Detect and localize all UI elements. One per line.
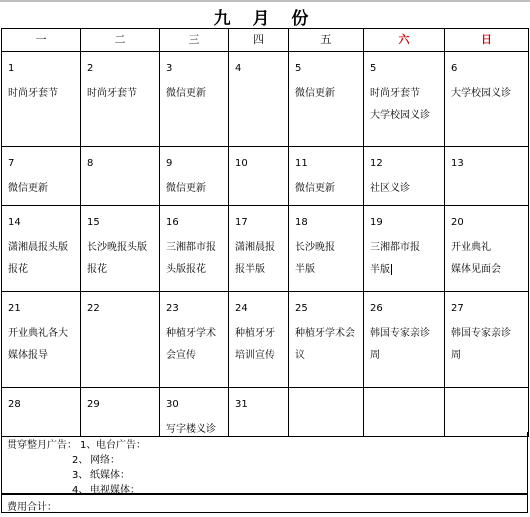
text-cursor	[391, 264, 392, 275]
event-text: 大学校园义诊	[370, 110, 430, 121]
day-number: 17	[235, 217, 248, 228]
day-number: 5	[370, 63, 377, 74]
event-text: 周	[451, 350, 461, 361]
event-text: 媒体见面会	[451, 264, 501, 275]
event-text: 种植牙牙	[235, 328, 275, 339]
day-cell[interactable]	[364, 292, 445, 388]
page-top-border	[0, 0, 530, 2]
event-text: 三湘都市报	[166, 242, 216, 253]
weekday-header-sunday: 日	[445, 29, 529, 52]
event-text: 头版报花	[166, 264, 206, 275]
event-text: 韩国专家亲诊	[451, 328, 511, 339]
event-text: 微信更新	[295, 88, 335, 99]
cost-total-label: 费用合计：	[7, 502, 57, 513]
day-number: 31	[235, 399, 248, 410]
day-cell[interactable]	[229, 292, 289, 388]
day-cell[interactable]	[2, 388, 81, 437]
day-number: 11	[295, 158, 308, 169]
event-text: 微信更新	[8, 183, 48, 194]
day-cell[interactable]	[160, 292, 229, 388]
day-number: 15	[87, 217, 100, 228]
event-text: 韩国专家亲诊	[370, 328, 430, 339]
event-text: 培训宣传	[235, 350, 275, 361]
day-cell[interactable]	[160, 388, 229, 437]
day-number: 6	[451, 63, 458, 74]
event-text: 长沙晚报	[295, 242, 335, 253]
ads-item-num: 1、	[80, 440, 97, 451]
event-text: 会宣传	[166, 350, 196, 361]
week-row	[2, 388, 529, 437]
event-text: 微信更新	[295, 183, 335, 194]
day-number: 27	[451, 303, 464, 314]
ads-heading: 贯穿整月广告：	[7, 440, 77, 451]
weekday-header: 四	[229, 29, 289, 52]
day-cell[interactable]	[81, 292, 160, 388]
day-number: 30	[166, 399, 179, 410]
day-cell[interactable]	[289, 52, 364, 147]
day-number: 12	[370, 158, 383, 169]
ads-item-label: 纸媒体：	[90, 470, 130, 481]
event-text: 媒体报导	[8, 350, 48, 361]
event-text: 大学校园义诊	[451, 88, 511, 99]
event-text: 三湘都市报	[370, 242, 420, 253]
event-text: 议	[295, 350, 305, 361]
day-cell[interactable]	[289, 292, 364, 388]
ads-item-num: 4、	[72, 485, 89, 496]
day-cell[interactable]	[160, 52, 229, 147]
day-number: 14	[8, 217, 21, 228]
day-number: 20	[451, 217, 464, 228]
cost-total-row	[1, 494, 528, 513]
event-text: 开业典礼	[451, 242, 491, 253]
week-row	[2, 206, 529, 292]
calendar-table	[1, 28, 529, 437]
day-cell[interactable]	[445, 292, 529, 388]
day-number: 2	[87, 63, 94, 74]
day-cell[interactable]	[2, 292, 81, 388]
event-text: 写字楼义诊	[166, 424, 216, 435]
event-text: 社区义诊	[370, 183, 410, 194]
day-cell[interactable]	[160, 206, 229, 292]
day-number: 21	[8, 303, 21, 314]
day-number: 25	[295, 303, 308, 314]
event-text: 开业典礼各大	[8, 328, 68, 339]
event-text: 半版	[295, 264, 315, 275]
ads-item-label: 网络：	[90, 455, 120, 466]
event-text: 种植牙学术会	[295, 328, 355, 339]
day-number: 29	[87, 399, 100, 410]
day-cell[interactable]	[229, 52, 289, 147]
event-text: 时尚牙套节	[87, 88, 137, 99]
day-number: 5	[295, 63, 302, 74]
event-text: 长沙晚报头版	[87, 242, 147, 253]
day-cell[interactable]	[445, 52, 529, 147]
week-row	[2, 147, 529, 206]
event-text: 潇湘晨报	[235, 242, 275, 253]
day-cell[interactable]	[364, 52, 445, 147]
empty-day-cell[interactable]	[445, 388, 529, 437]
weekday-header: 二	[81, 29, 160, 52]
day-number: 18	[295, 217, 308, 228]
week-row	[2, 292, 529, 388]
day-cell[interactable]	[445, 147, 529, 206]
event-text: 微信更新	[166, 183, 206, 194]
day-number: 22	[87, 303, 100, 314]
day-number: 4	[235, 63, 242, 74]
day-cell[interactable]	[160, 147, 229, 206]
day-cell[interactable]	[289, 147, 364, 206]
day-cell[interactable]	[229, 206, 289, 292]
day-number: 10	[235, 158, 248, 169]
event-text: 周	[370, 350, 380, 361]
weekday-header: 三	[160, 29, 229, 52]
event-text: 微信更新	[166, 88, 206, 99]
day-cell[interactable]	[2, 206, 81, 292]
day-number: 16	[166, 217, 179, 228]
day-number: 28	[8, 399, 21, 410]
ads-item-label: 电视媒体：	[90, 485, 140, 496]
day-number: 7	[8, 158, 15, 169]
event-text: 种植牙学术	[166, 328, 216, 339]
day-cell[interactable]	[289, 206, 364, 292]
day-cell[interactable]	[229, 147, 289, 206]
day-number: 3	[166, 63, 173, 74]
weekday-header: 五	[289, 29, 364, 52]
day-number: 19	[370, 217, 383, 228]
weekday-header-row	[2, 29, 529, 52]
day-number: 1	[8, 63, 15, 74]
day-cell[interactable]	[2, 147, 81, 206]
ads-item-label: 电台广告：	[96, 440, 146, 451]
event-text: 报半版	[235, 264, 265, 275]
day-cell[interactable]	[81, 52, 160, 147]
day-number: 8	[87, 158, 94, 169]
event-text: 时尚牙套节	[8, 88, 58, 99]
event-text: 时尚牙套节	[370, 88, 420, 99]
day-number: 13	[451, 158, 464, 169]
day-cell[interactable]	[229, 388, 289, 437]
day-cell[interactable]	[81, 206, 160, 292]
day-cell[interactable]	[364, 206, 445, 292]
event-text: 报花	[87, 264, 107, 275]
day-number: 9	[166, 158, 173, 169]
ads-item-num: 2、	[72, 455, 89, 466]
empty-day-cell[interactable]	[364, 388, 445, 437]
weekday-header: 一	[2, 29, 81, 52]
day-number: 23	[166, 303, 179, 314]
ads-item-num: 3、	[72, 470, 89, 481]
empty-day-cell[interactable]	[289, 388, 364, 437]
day-number: 26	[370, 303, 383, 314]
event-text: 报花	[8, 264, 28, 275]
day-cell[interactable]	[2, 52, 81, 147]
day-number: 24	[235, 303, 248, 314]
month-title: 九 月 份	[213, 9, 317, 29]
day-cell[interactable]	[81, 147, 160, 206]
day-cell[interactable]	[364, 147, 445, 206]
day-cell[interactable]	[81, 388, 160, 437]
weekday-header-saturday: 六	[364, 29, 445, 52]
event-text: 半版	[370, 264, 390, 276]
day-cell[interactable]	[445, 206, 529, 292]
monthly-ads-section	[1, 432, 528, 494]
event-text: 潇湘晨报头版	[8, 242, 68, 253]
week-row	[2, 52, 529, 147]
